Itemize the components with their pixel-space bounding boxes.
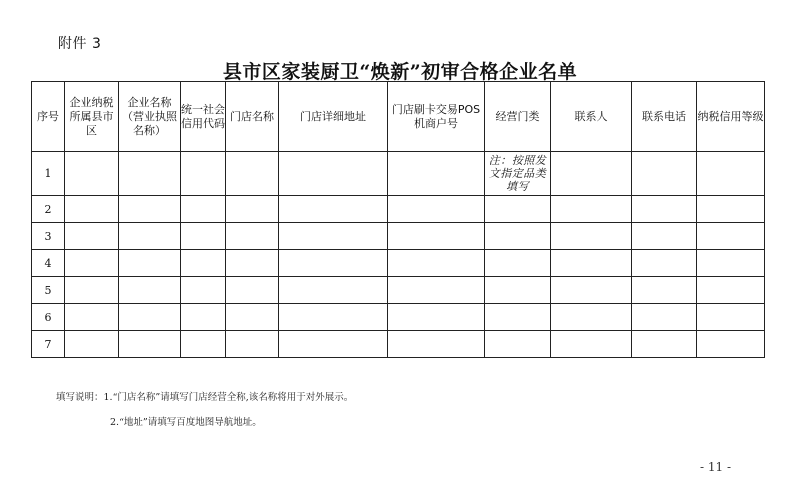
table-row (32, 152, 765, 196)
table-cell[interactable] (632, 277, 697, 304)
table-cell[interactable] (181, 277, 226, 304)
table-cell[interactable] (119, 331, 181, 358)
table-cell[interactable] (632, 304, 697, 331)
table-cell[interactable] (632, 152, 697, 196)
table-cell[interactable] (279, 152, 388, 196)
table-cell[interactable] (697, 223, 765, 250)
table-cell[interactable] (65, 250, 119, 277)
row-number: 5 (32, 277, 65, 304)
table-cell[interactable] (551, 196, 632, 223)
table-cell[interactable] (181, 152, 226, 196)
col-header-store-name: 门店名称 (226, 82, 279, 152)
table-cell[interactable] (65, 152, 119, 196)
table-cell[interactable] (279, 277, 388, 304)
table-header-row (32, 82, 765, 152)
category-note: 注：按照发文指定品类填写 (485, 152, 551, 196)
col-header-pos-merchant-id: 门店刷卡交易POS机商户号 (388, 82, 485, 152)
table-cell[interactable] (551, 152, 632, 196)
table-cell[interactable] (632, 331, 697, 358)
table-cell[interactable] (697, 196, 765, 223)
table-cell[interactable] (551, 331, 632, 358)
col-header-company-name: 企业名称（营业执照名称） (119, 82, 181, 152)
table-cell[interactable] (697, 304, 765, 331)
table-cell[interactable] (119, 250, 181, 277)
table-cell[interactable] (119, 304, 181, 331)
table-cell[interactable] (119, 196, 181, 223)
table-cell[interactable] (279, 196, 388, 223)
table-cell[interactable] (119, 277, 181, 304)
table-cell[interactable] (485, 223, 551, 250)
row-number: 3 (32, 223, 65, 250)
row-number: 7 (32, 331, 65, 358)
table-cell[interactable] (388, 223, 485, 250)
table-cell[interactable] (181, 223, 226, 250)
table-row (32, 277, 765, 304)
table-row (32, 196, 765, 223)
row-number: 2 (32, 196, 65, 223)
table-cell[interactable] (485, 331, 551, 358)
col-header-tax-credit-level: 纳税信用等级 (697, 82, 765, 152)
attachment-label: 附件 3 (58, 36, 102, 52)
table-cell[interactable] (226, 331, 279, 358)
table-cell[interactable] (226, 152, 279, 196)
table-cell[interactable] (485, 304, 551, 331)
table-cell[interactable] (388, 196, 485, 223)
table-cell[interactable] (485, 250, 551, 277)
col-header-contact-person: 联系人 (551, 82, 632, 152)
table-row (32, 223, 765, 250)
col-header-business-category: 经营门类 (485, 82, 551, 152)
table-cell[interactable] (65, 277, 119, 304)
table-cell[interactable] (697, 250, 765, 277)
table-row (32, 331, 765, 358)
row-number: 6 (32, 304, 65, 331)
table-cell[interactable] (697, 152, 765, 196)
table-cell[interactable] (279, 304, 388, 331)
table-cell[interactable] (632, 223, 697, 250)
table-cell[interactable] (65, 196, 119, 223)
col-header-tax-district: 企业纳税所属县市区 (65, 82, 119, 152)
col-header-index: 序号 (32, 82, 65, 152)
table-cell[interactable] (632, 250, 697, 277)
table-cell[interactable] (119, 152, 181, 196)
table-cell[interactable] (226, 196, 279, 223)
col-header-credit-code: 统一社会信用代码 (181, 82, 226, 152)
table-cell[interactable] (226, 223, 279, 250)
table-cell[interactable] (226, 277, 279, 304)
table-cell[interactable] (119, 223, 181, 250)
table-cell[interactable] (697, 331, 765, 358)
page-title: 县市区家装厨卫“焕新”初审合格企业名单 (222, 61, 578, 83)
row-number: 4 (32, 250, 65, 277)
enterprise-table (31, 81, 765, 358)
table-cell[interactable] (388, 250, 485, 277)
table-cell[interactable] (388, 152, 485, 196)
table-cell[interactable] (181, 331, 226, 358)
table-row (32, 250, 765, 277)
page-number: - 11 - (700, 460, 732, 474)
table-cell[interactable] (181, 196, 226, 223)
table-cell[interactable] (388, 277, 485, 304)
table-cell[interactable] (279, 331, 388, 358)
table-cell[interactable] (181, 250, 226, 277)
row-number: 1 (32, 152, 65, 196)
footnote-store-name: 填写说明：1.“门店名称”请填写门店经营全称,该名称将用于对外展示。 (56, 392, 354, 403)
col-header-contact-phone: 联系电话 (632, 82, 697, 152)
table-cell[interactable] (551, 223, 632, 250)
table-cell[interactable] (388, 304, 485, 331)
table-cell[interactable] (551, 304, 632, 331)
table-cell[interactable] (181, 304, 226, 331)
table-cell[interactable] (279, 223, 388, 250)
table-cell[interactable] (65, 331, 119, 358)
table-cell[interactable] (551, 250, 632, 277)
table-row (32, 304, 765, 331)
table-cell[interactable] (632, 196, 697, 223)
table-cell[interactable] (485, 277, 551, 304)
table-cell[interactable] (279, 250, 388, 277)
table-cell[interactable] (388, 331, 485, 358)
table-cell[interactable] (485, 196, 551, 223)
footnote-address: 2.“地址”请填写百度地图导航地址。 (110, 417, 262, 428)
table-cell[interactable] (551, 277, 632, 304)
table-cell[interactable] (697, 277, 765, 304)
col-header-store-address: 门店详细地址 (279, 82, 388, 152)
table-cell[interactable] (65, 223, 119, 250)
table-cell[interactable] (226, 250, 279, 277)
table-cell[interactable] (65, 304, 119, 331)
table-cell[interactable] (226, 304, 279, 331)
